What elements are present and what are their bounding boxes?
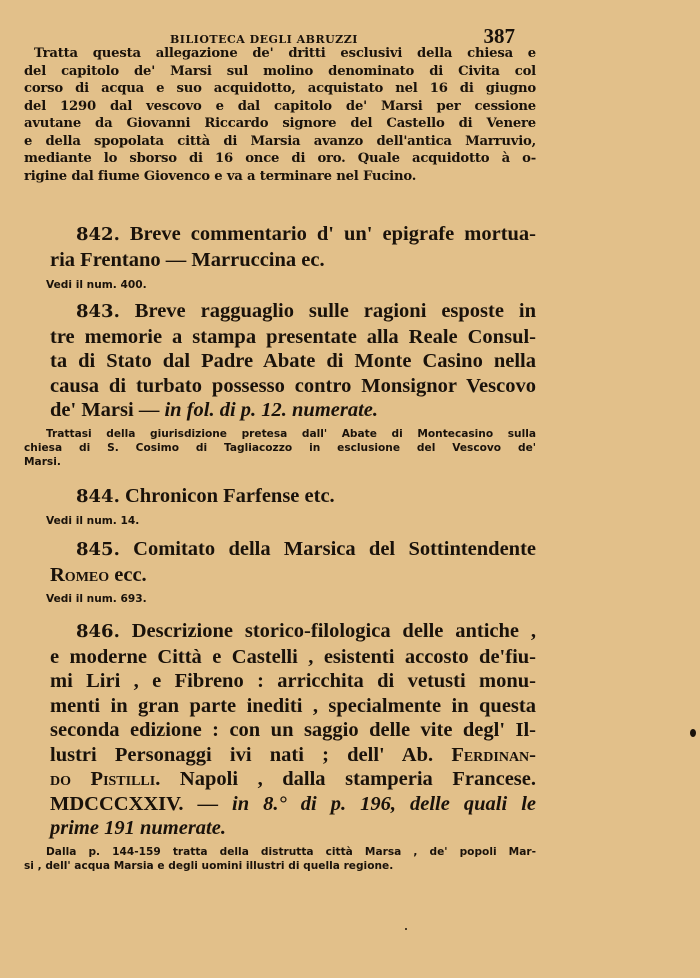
entry-title-text: Descrizione storico-filologica delle antiche , [131, 620, 536, 642]
entry-reference: Vedi il num. 400. [46, 279, 147, 291]
entry-title-text: Breve ragguaglio sulle ragioni esposte in [134, 300, 537, 322]
note-line: chiesa di S. Cosimo di Tagliacozzo in esclusione del Vescovo de' [24, 442, 536, 454]
entry-845 [24, 537, 536, 587]
note-line: si , dell' acqua Marsia e degli uomini illustri di quella regione. [24, 860, 394, 872]
entry-title-line [24, 222, 536, 248]
entry-title-line [24, 619, 536, 645]
ink-speck [690, 729, 696, 737]
entry-title-text: Chronicon Farfense etc. [124, 485, 335, 507]
format-description: prime 191 numerate. [50, 817, 226, 839]
author-name: Romeo [50, 563, 110, 586]
entry-title-text: de' Marsi — [50, 399, 165, 421]
running-title: BILIOTECA DEGLI ABRUZZI [170, 33, 358, 46]
entry-title-line [24, 484, 536, 510]
text-line: e della spopolata città di Marsia avanzo dell'antica Marruvio, [24, 133, 536, 149]
entry-title-line: e moderne Città e Castelli , esistenti accosto de'fiu- [50, 645, 536, 668]
entry-title-text: Breve commentario d' un' epigrafe mortua- [129, 223, 536, 245]
entry-title-text: ecc. [109, 563, 147, 586]
text-line: del 1290 dal vescovo e dal capitolo de' Marsi per cessione [24, 98, 536, 114]
entry-title-line [24, 743, 536, 768]
author-name: Ferdinan- [451, 743, 536, 766]
entry-title-line [24, 398, 536, 423]
entry-title-line: mi Liri , e Fibreno : arricchita di vetusti monu- [50, 670, 536, 692]
entry-846 [24, 619, 536, 841]
entry-title-line: ta di Stato dal Padre Abate di Monte Casino nella [50, 350, 536, 372]
entry-title-line: ria Frentano — Marruccina ec. [50, 248, 325, 271]
note-line: Marsi. [24, 456, 61, 468]
entry-number: 845. [76, 539, 120, 560]
entry-title-line [24, 299, 536, 325]
entry-title-text: Comitato della Marsica del Sottintendente [133, 538, 536, 560]
publication-year: MDCCCXXIV. — [50, 792, 232, 815]
text-line: rigine dal fiume Giovenco e va a terminare nel Fucino. [24, 168, 417, 184]
format-description: in fol. di p. 12. numerate. [164, 399, 379, 421]
entry-number: 846. [76, 621, 120, 642]
entry-number: 843. [76, 301, 120, 322]
entry-number: 842. [76, 224, 120, 245]
author-name: do Pistilli [50, 768, 156, 790]
entry-title-text: lustri Personaggi ivi nati ; dell' Ab. [50, 743, 452, 766]
intro-paragraph [24, 45, 536, 185]
entry-number: 844. [76, 486, 120, 507]
entry-note [24, 845, 536, 873]
format-description: in 8.° di p. 196, delle quali le [232, 792, 536, 815]
text-line: del capitolo de' Marsi sul molino denominato di Civita col [24, 63, 536, 79]
entry-844 [24, 484, 536, 510]
entry-title-line [24, 792, 536, 817]
text-line: avutane da Giovanni Riccardo signore del Castello di Venere [24, 116, 536, 131]
entry-842 [24, 222, 536, 272]
entry-title-line: causa di turbato possesso contro Monsignor Vescovo [50, 374, 536, 397]
text-line: Tratta questa allegazione de' dritti esclusivi della chiesa e [34, 46, 536, 61]
entry-title-line [24, 767, 536, 792]
entry-reference: Vedi il num. 693. [46, 593, 147, 605]
entry-note [24, 427, 536, 469]
note-line: Dalla p. 144-159 tratta della distrutta città Marsa , de' popoli Mar- [46, 846, 536, 858]
ink-speck [405, 928, 407, 930]
entry-title-line: tre memorie a stampa presentate alla Reale Consul- [50, 325, 536, 348]
entry-843 [24, 299, 536, 423]
entry-reference: Vedi il num. 14. [46, 515, 140, 527]
text-line: corso di acqua e suo acquidotto, acquistato nel 16 di giugno [24, 81, 536, 96]
entry-title-text: . Napoli , dalla stamperia Francese. [155, 768, 536, 790]
note-line: Trattasi della giurisdizione pretesa dall' Abate di Montecasino sulla [46, 428, 536, 440]
text-line: mediante lo sborso di 16 once di oro. Quale acquidotto à o- [24, 151, 536, 166]
entry-title-line: seconda edizione : con un saggio delle vite degl' Il- [50, 719, 536, 741]
page-number: 387 [483, 24, 515, 48]
entry-title-line [24, 563, 536, 588]
entry-title-line: menti in gran parte inediti , specialmente in questa [50, 694, 536, 717]
entry-title-line [24, 537, 536, 563]
